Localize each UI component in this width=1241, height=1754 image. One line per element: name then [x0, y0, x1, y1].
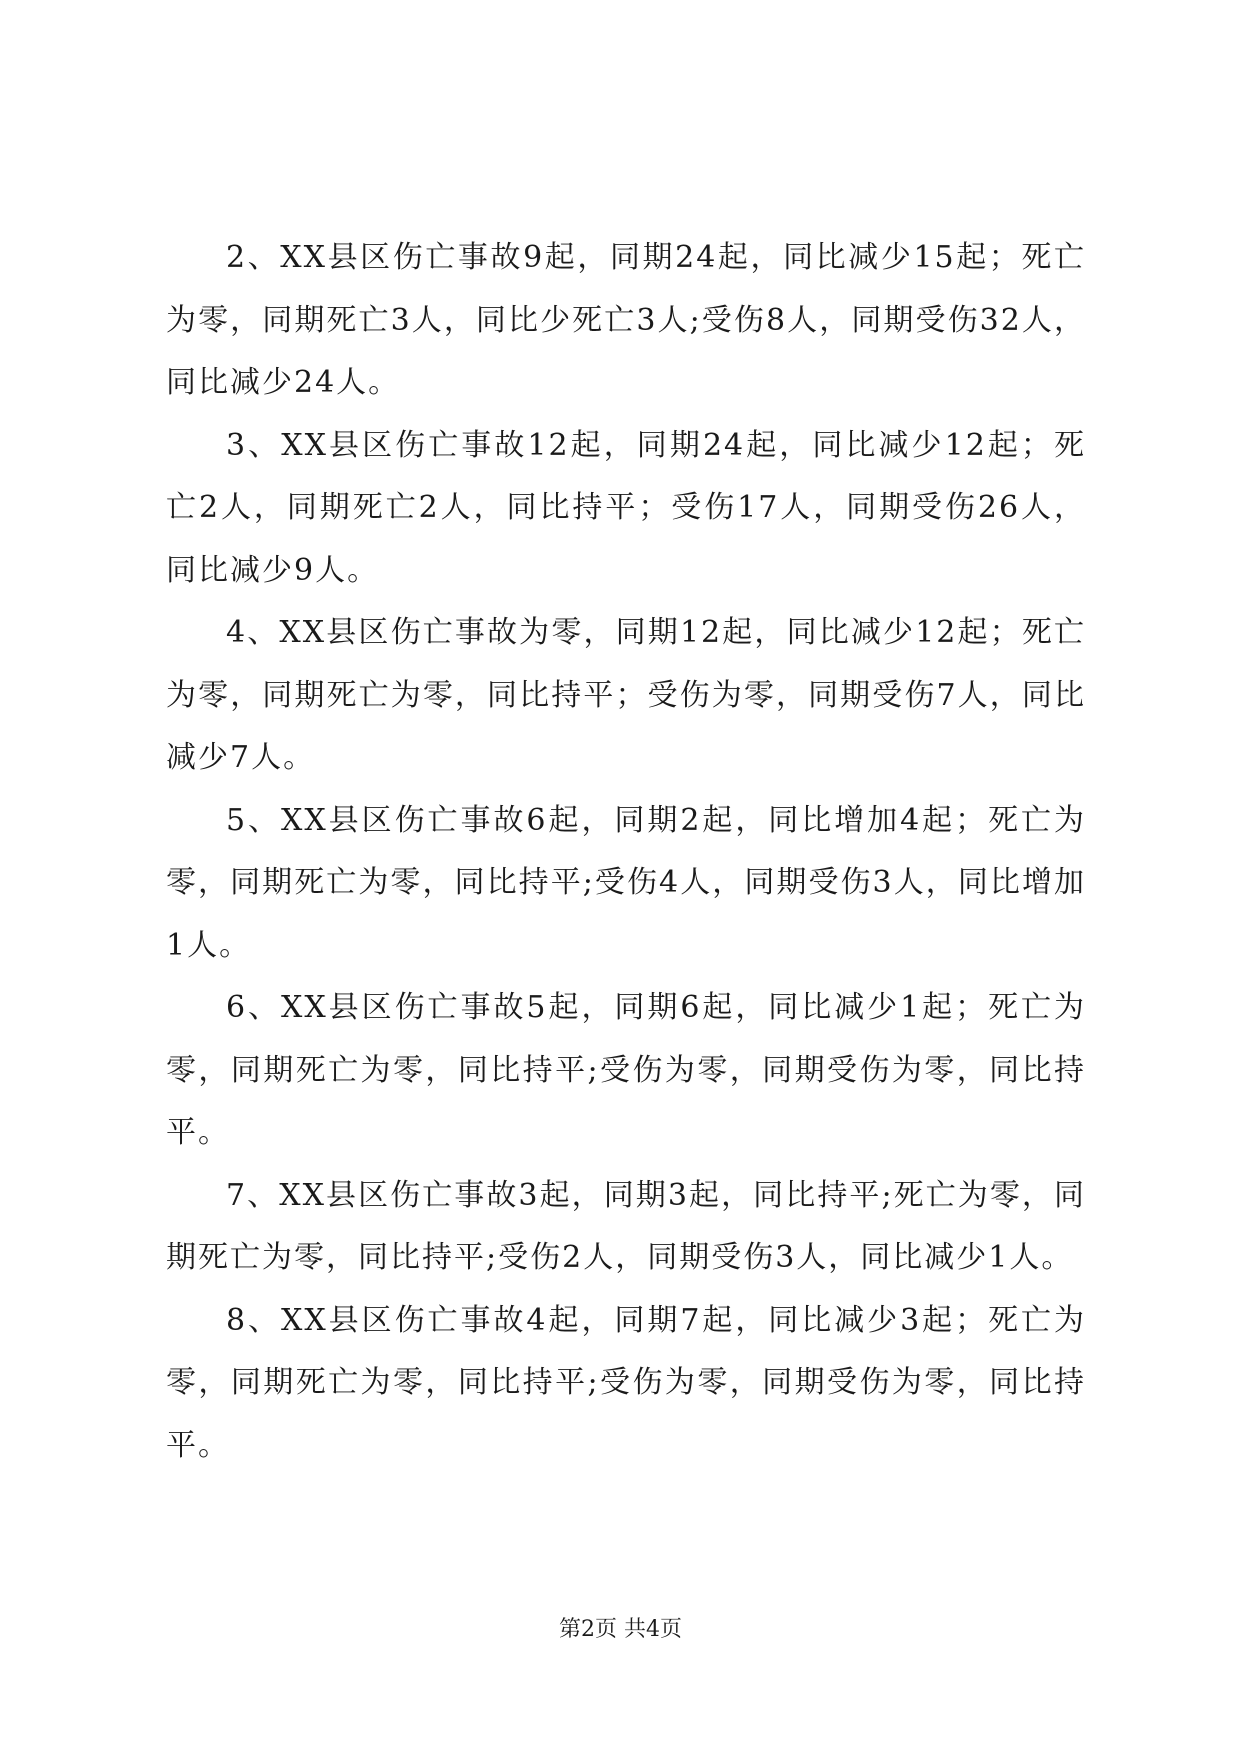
paragraph-item-6: 6、XX县区伤亡事故5起，同期6起，同比减少1起；死亡为零，同期死亡为零，同比持平;受伤为零，同期受伤为零，同比持平。 — [166, 990, 1086, 1150]
paragraph-item-4: 4、XX县区伤亡事故为零，同期12起，同比减少12起；死亡为零，同期死亡为零，同比持平；受伤为零，同期受伤7人，同比减少7人。 — [166, 615, 1086, 775]
page-footer — [0, 1612, 1241, 1643]
paragraph-item-2: 2、XX县区伤亡事故9起，同期24起，同比减少15起；死亡为零，同期死亡3人，同比少死亡3人;受伤8人，同期受伤32人，同比减少24人。 — [166, 240, 1086, 400]
paragraph-item-3: 3、XX县区伤亡事故12起，同期24起，同比减少12起；死亡2人，同期死亡2人，同比持平；受伤17人，同期受伤26人，同比减少9人。 — [166, 427, 1086, 588]
paragraph-item-5: 5、XX县区伤亡事故6起，同期2起，同比增加4起；死亡为零，同期死亡为零，同比持平;受伤4人，同期受伤3人，同比增加1人。 — [166, 802, 1086, 963]
paragraph-item-8: 8、XX县区伤亡事故4起，同期7起，同比减少3起；死亡为零，同期死亡为零，同比持平;受伤为零，同期受伤为零，同比持平。 — [166, 1302, 1086, 1463]
body-text — [166, 227, 1086, 1477]
paragraph-item-7: 7、XX县区伤亡事故3起，同期3起，同比持平;死亡为零，同期死亡为零，同比持平;受伤2人，同期受伤3人，同比减少1人。 — [166, 1177, 1086, 1275]
page-number-label: 第2页 共4页 — [559, 1617, 682, 1642]
